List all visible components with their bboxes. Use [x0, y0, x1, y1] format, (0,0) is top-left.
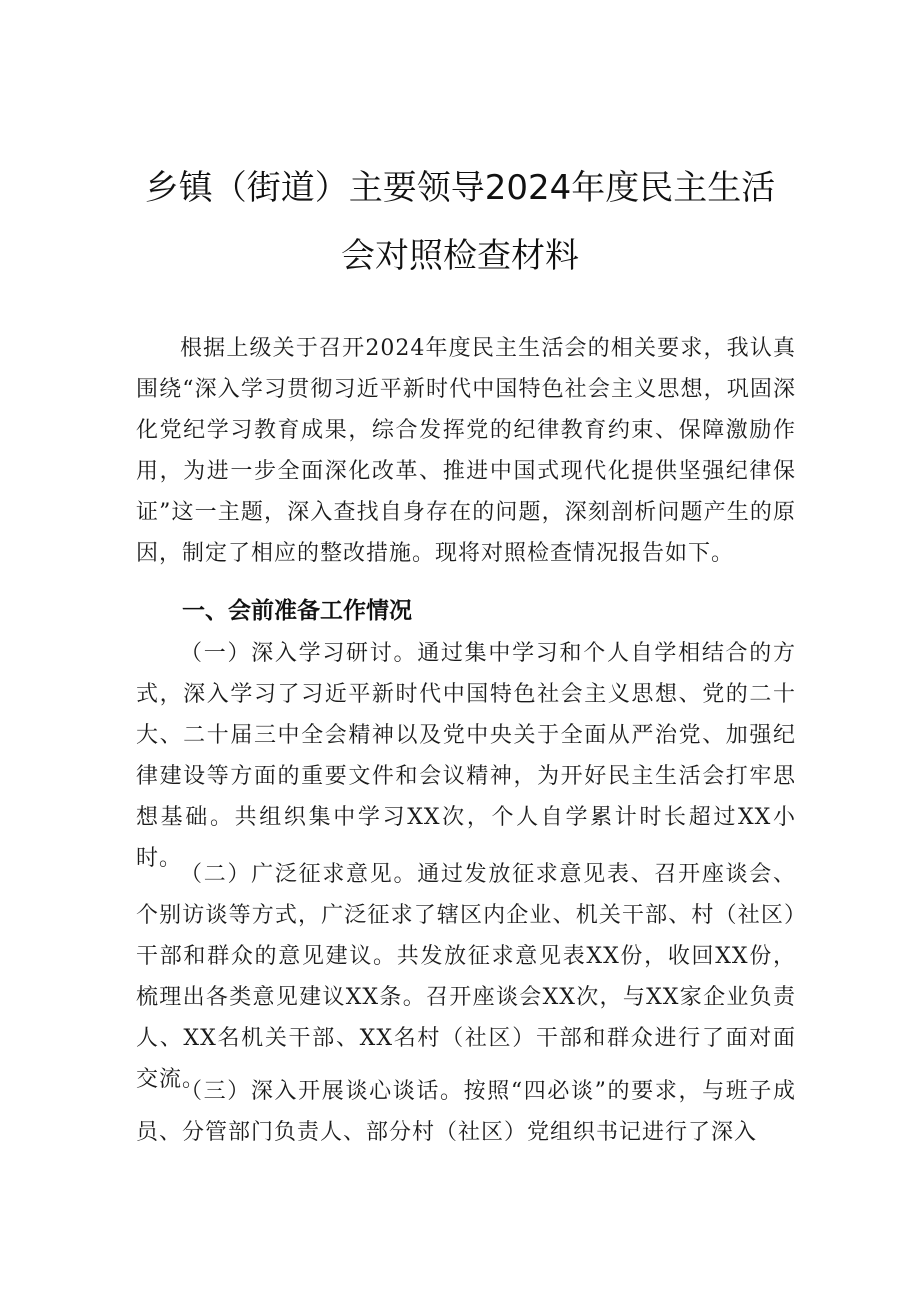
- intro-paragraph: 根据上级关于召开2024年度民主生活会的相关要求，我认真围绕“深入学习贯彻习近平新时代中国特色社会主义思想，巩固深化党纪学习教育成果，综合发挥党的纪律教育约束、保障激励作用，为进一步全面深化改革、推进中国式现代化提供坚强纪律保证”这一主题，深入查找自身存在的问题，深刻剖析问题产生的原因，制定了相应的整改措施。现将对照检查情况报告如下。: [136, 336, 796, 566]
- paragraph-study: （一）深入学习研讨。通过集中学习和个人自学相结合的方式，深入学习了习近平新时代中国特色社会主义思想、党的二十大、二十届三中全会精神以及党中央关于全面从严治党、加强纪律建设等方面的重要文件和会议精神，为开好民主生活会打牢思想基础。共组织集中学习XX次，个人自学累计时长超过XX小时。: [136, 641, 796, 871]
- section-heading: 一、会前准备工作情况: [182, 598, 412, 624]
- paragraph-talks: （三）深入开展谈心谈话。按照“四必谈”的要求，与班子成员、分管部门负责人、部分村（社区）党组织书记进行了深入: [136, 1079, 796, 1145]
- document-title-line2: 会对照检查材料: [341, 236, 579, 276]
- document-title-line1: 乡镇（街道）主要领导2024年度民主生活: [144, 168, 776, 208]
- paragraph-opinions: （二）广泛征求意见。通过发放征求意见表、召开座谈会、个别访谈等方式，广泛征求了辖区内企业、机关干部、村（社区）干部和群众的意见建议。共发放征求意见表XX份，收回XX份，梳理出各类意见建议XX条。召开座谈会XX次，与XX家企业负责人、XX名机关干部、XX名村（社区）干部和群众进行了面对面交流。: [136, 862, 796, 1092]
